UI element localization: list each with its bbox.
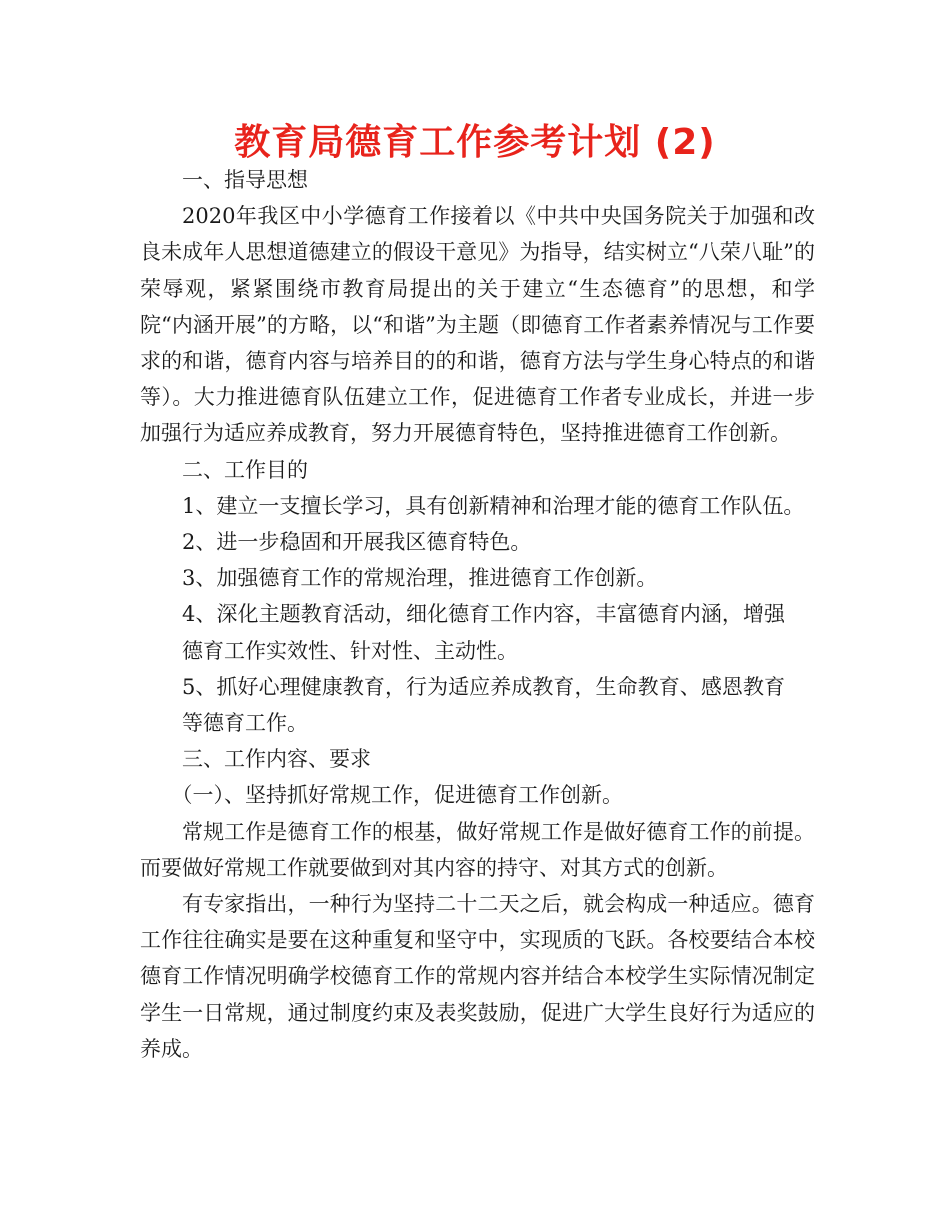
goal-item-2: 2、进一步稳固和开展我区德育特色。: [182, 530, 532, 555]
paragraph-guiding-thought: 2020年我区中小学德育工作接着以《中共中央国务院关于加强和改良未成年人思想道德建立的假设干意见》为指导，结实树立“八荣八耻”的荣辱观，紧紧围绕市教育局提出的关于建立“生态德育”的思想，和学院“内涵开展”的方略，以“和谐”为主题（即德育工作者素养情况与工作要求的和谐，德育内容与培养目的的和谐，德育方法与学生身心特点的和谐等）。大力推进德育队伍建立工作，促进德育工作者专业成长，并进一步加强行为适应养成教育，努力开展德育特色，坚持推进德育工作创新。: [140, 204, 815, 446]
subsection-heading-routine-work: （一）、坚持抓好常规工作，促进德育工作创新。: [171, 783, 623, 808]
goal-item-5: 5、抓好心理健康教育，行为适应养成教育，生命教育、感恩教育等德育工作。: [182, 674, 785, 736]
paragraph-routine-work: 常规工作是德育工作的根基，做好常规工作是做好德育工作的前提。而要做好常规工作就要做到对其内容的持守、对其方式的创新。: [140, 819, 815, 880]
section-heading-work-content: 三、工作内容、要求: [182, 747, 371, 772]
document-body: [140, 162, 815, 1067]
goal-item-4: 4、深化主题教育活动，细化德育工作内容，丰富德育内涵，增强德育工作实效性、针对性、主动性。: [182, 602, 785, 663]
document-title: 教育局德育工作参考计划 (2): [234, 122, 716, 163]
section-heading-work-goals: 二、工作目的: [182, 457, 308, 482]
section-heading-guiding-thought: 一、指导思想: [182, 168, 308, 192]
goal-item-1: 1、建立一支擅长学习，具有创新精神和治理才能的德育工作队伍。: [182, 493, 805, 518]
paragraph-habit-formation: 有专家指出，一种行为坚持二十二天之后，就会构成一种适应。德育工作往往确实是要在这种重复和坚守中，实现质的飞跃。各校要结合本校德育工作情况明确学校德育工作的常规内容并结合本校学生实际情况制定学生一日常规，通过制度约束及表奖鼓励，促进广大学生良好行为适应的养成。: [140, 892, 815, 1061]
goal-item-3: 3、加强德育工作的常规治理，推进德育工作创新。: [182, 566, 658, 591]
